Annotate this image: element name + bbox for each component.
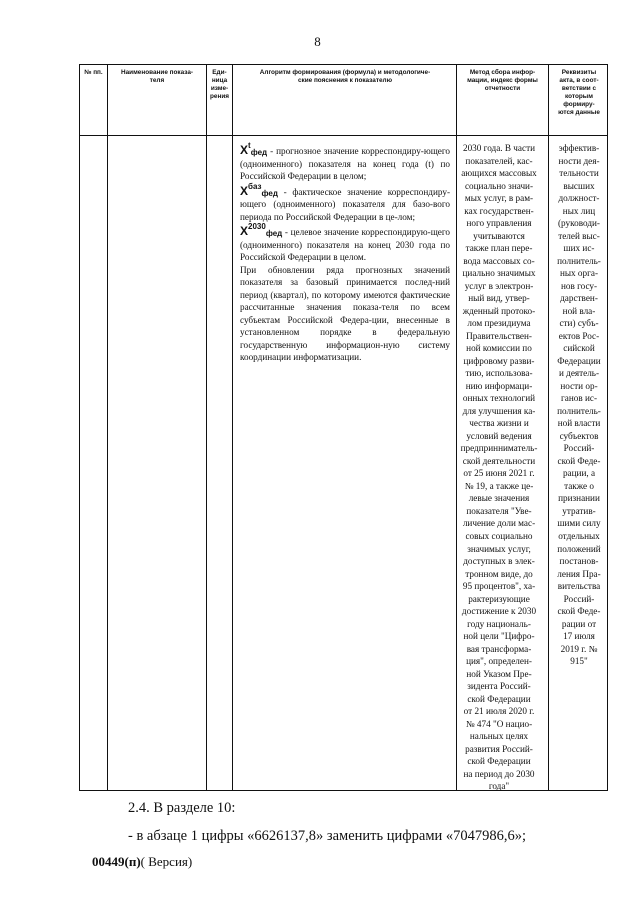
cell-text-line: тельности <box>559 168 599 179</box>
cell-text-line: нию информаци- <box>465 380 533 391</box>
cell-text-line: левые значения <box>468 493 530 504</box>
cell-text-line: от 25 июня 2021 г. <box>463 468 535 479</box>
cell-text-line: 915" <box>570 656 588 667</box>
cell-text-line: рации от <box>561 618 597 629</box>
collection-method-cell <box>457 142 541 793</box>
cell-text-line: мых услуг, в рам- <box>464 193 534 204</box>
amendment-text: - в абзаце 1 цифры «6626137,8» заменить цифрами «7047986,6»; <box>128 828 527 844</box>
cell-text-line: нальных целях <box>469 731 529 742</box>
cell-text-line: ках государствен- <box>464 205 534 216</box>
cell-text-line: тронном виде, до <box>465 568 533 579</box>
cell-text-line: ция", определен- <box>466 656 532 667</box>
cell-text-line: году националь- <box>467 618 531 629</box>
document-version: ( Версия) <box>140 854 193 869</box>
header-indicator-name: Наименование показа- теля <box>120 69 194 84</box>
cell-text-line: 2019 г. № <box>560 643 598 654</box>
cell-text-line: утратив- <box>562 505 596 516</box>
column-divider <box>206 65 207 790</box>
cell-text-line: ной комиссии по <box>466 343 532 354</box>
cell-text-line: показателя "Уве- <box>466 505 532 516</box>
cell-text-line: тию, использова- <box>465 368 533 379</box>
cell-text-line: дарствен- <box>560 293 598 304</box>
cell-text-line: признании <box>558 493 600 504</box>
cell-text-line: года" <box>488 781 510 792</box>
cell-text-line: ности дея- <box>558 155 600 166</box>
column-divider <box>548 65 549 790</box>
cell-text-line: ной власти <box>557 418 601 429</box>
x-forecast-symbol: $X^t_{фед}$ <box>240 141 268 157</box>
cell-text-line: постанов- <box>559 556 599 567</box>
cell-text-line: зидента Россий- <box>467 681 531 692</box>
x-base-symbol: $X^{баз}_{фед}$ <box>240 181 278 198</box>
act-details-cell <box>551 142 607 668</box>
cell-text-line: ных лиц <box>562 205 596 216</box>
cell-text-line: учитываются <box>473 230 525 241</box>
x-target-symbol: $X^{2030}_{фед}$ <box>240 222 283 239</box>
column-divider <box>107 65 108 790</box>
cell-text-line: совых социально <box>465 530 533 541</box>
section-heading: 2.4. В разделе 10: <box>128 800 236 816</box>
cell-text-line: также план пере- <box>465 243 533 254</box>
cell-text-line: доступных в элек- <box>463 556 535 567</box>
cell-text-line: ской Федерации <box>467 693 531 704</box>
header-number: № пп. <box>84 69 103 76</box>
cell-text-line: № 474 "О нацио- <box>465 718 533 729</box>
column-divider <box>232 65 233 790</box>
cell-text-line: ности ор- <box>560 380 598 391</box>
cell-text-line: Правительствен- <box>466 330 532 341</box>
cell-text-line: вая трансформа- <box>466 643 532 654</box>
cell-text-line: ской деятельности <box>462 455 536 466</box>
cell-text-line: полнитель- <box>557 255 601 266</box>
cell-text-line: предпринниматель- <box>460 443 538 454</box>
cell-text-line: услуг в электрон- <box>464 280 534 291</box>
header-unit: Еди- ница изме- рения <box>210 69 229 100</box>
cell-text-line: сийской <box>563 343 595 354</box>
cell-text-line: ектов Рос- <box>558 330 600 341</box>
cell-text-line: ской Феде- <box>557 455 601 466</box>
cell-text-line: вода массовых со- <box>463 255 535 266</box>
cell-text-line: лом президиума <box>467 318 531 329</box>
cell-text-line: цифровому разви- <box>463 355 535 366</box>
indicator-table <box>79 64 608 791</box>
cell-text-line: жденный протоко- <box>462 305 536 316</box>
cell-text-line: на период до 2030 <box>463 768 535 779</box>
header-act-details: Реквизиты акта, в соот- ветствии с которым формиру- ются данные <box>558 69 600 116</box>
cell-text-line: и деятель- <box>558 368 600 379</box>
cell-text-line: ганов ис- <box>560 393 598 404</box>
cell-text-line: Россий- <box>563 593 595 604</box>
cell-text-line: телей выс- <box>558 230 600 241</box>
cell-text-line: ской Федерации <box>467 756 531 767</box>
cell-text-line: ской Феде- <box>557 606 601 617</box>
cell-text-line: положений <box>557 543 601 554</box>
cell-text-line: должност- <box>558 193 600 204</box>
formula-term-base: $X^{баз}_{фед}$ - фактическое значение корреспондиру-ющего (одноименного) показателя для базо-вого периода по Российской Федерации в це-лом; <box>240 181 451 222</box>
cell-text-line: условий ведения <box>466 430 532 441</box>
algorithm-cell <box>240 142 450 364</box>
cell-text-line: 2030 года. В части <box>462 143 536 153</box>
cell-text-line: Россий- <box>563 443 595 454</box>
cell-text-line: ших ис- <box>563 243 595 254</box>
cell-text-line: ного управления <box>466 218 532 229</box>
cell-text-line: ный вид, утвер- <box>468 293 530 304</box>
cell-text-line: личение доли мас- <box>462 518 536 529</box>
cell-text-line: для улучшения ка- <box>462 405 536 416</box>
formula-term-forecast: $X^t_{фед}$ - прогнозное значение корреспондиру-ющего (одноименного) показателя на конец года (t) по Российской Федерации в целом; <box>240 141 451 182</box>
cell-text-line: достижение к 2030 <box>461 606 537 617</box>
cell-text-line: ления Пра- <box>557 568 601 579</box>
cell-text-line: полнитель- <box>557 405 601 416</box>
cell-text-line: ающихся массовых <box>461 168 537 179</box>
cell-text-line: рактеризующие <box>468 593 530 604</box>
cell-text-line: циально значимых <box>462 268 536 279</box>
cell-text-line: 95 процентов", ха- <box>462 581 536 592</box>
cell-text-line: вительства <box>557 581 601 592</box>
cell-text-line: эффектив- <box>558 143 600 153</box>
cell-text-line: рации, а <box>562 468 596 479</box>
cell-text-line: от 21 июля 2020 г. <box>463 706 535 717</box>
cell-text-line: чества жизни и <box>469 418 529 429</box>
cell-text-line: ных орга- <box>559 268 599 279</box>
cell-text-line: Федерации <box>557 355 601 366</box>
formula-term-target: $X^{2030}_{фед}$ - целевое значение корреспондирую-щего (одноименного) показателя на конец 2030 года по Российской Федерации в целом. <box>240 222 450 263</box>
cell-text-line: показателей, кас- <box>465 155 533 166</box>
cell-text-line: (руководи- <box>558 218 600 229</box>
header-algorithm: Алгоритм формирования (формула) и методологиче- ские пояснения к показателю <box>259 69 431 84</box>
cell-text-line: развития Россий- <box>465 743 533 754</box>
cell-text-line: социально значи- <box>464 180 534 191</box>
document-footer <box>92 854 192 870</box>
cell-text-line: онных технологий <box>462 393 536 404</box>
cell-text-line: ной вла- <box>562 305 596 316</box>
cell-text-line: шими силу <box>557 518 601 529</box>
cell-text-line: субъектов <box>559 430 599 441</box>
document-code: 00449(п) <box>92 854 141 869</box>
cell-text-line: отдельных <box>558 530 600 541</box>
header-collection-method: Метод сбора инфор- мации, индекс формы отчетности <box>467 69 538 92</box>
cell-text-line: ной цели "Цифро- <box>463 631 535 642</box>
update-note: При обновлении ряда прогнозных значений показателя за базовый принимается послед-ний период (квартал), по которому имеются фактические рассчитанные значения показа-теля по всем субъектам Российской Федера-ции, внесенные в установленном порядке в федеральную государственную информацион-ную систему координации информатизации. <box>240 264 450 363</box>
header-divider <box>80 135 607 136</box>
cell-text-line: № 19, а также це- <box>464 480 534 491</box>
cell-text-line: сти) субъ- <box>559 318 599 329</box>
cell-text-line: значимых услуг, <box>467 543 531 554</box>
cell-text-line: 17 июля <box>563 631 595 642</box>
page-number: 8 <box>314 34 321 49</box>
cell-text-line: нов госу- <box>560 280 598 291</box>
cell-text-line: ной Указом Пре- <box>466 668 532 679</box>
cell-text-line: также о <box>564 480 594 491</box>
cell-text-line: высших <box>563 180 595 191</box>
